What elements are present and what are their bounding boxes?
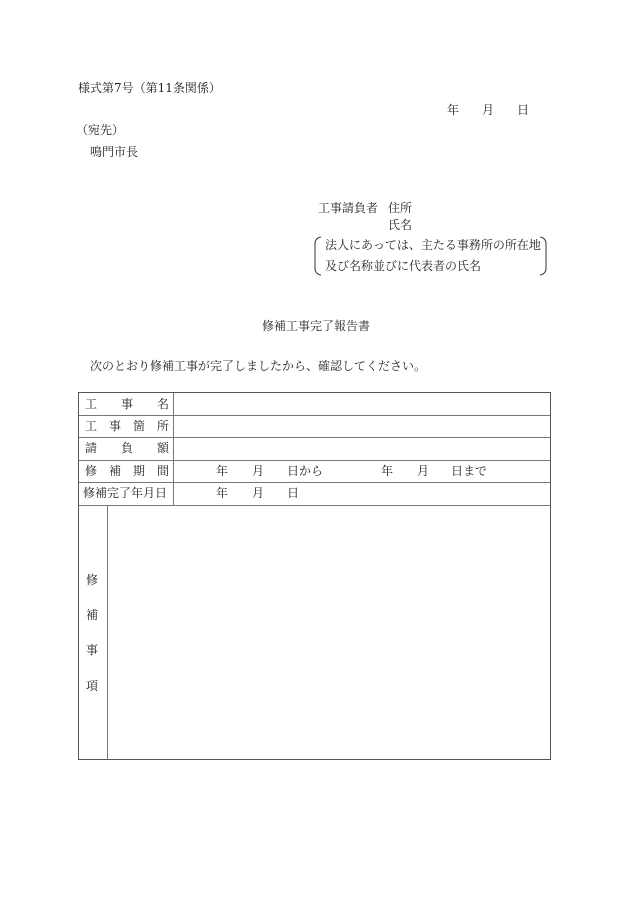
address-label: 住所	[388, 201, 413, 215]
name-label: 氏名	[388, 218, 413, 232]
completion-day: 日	[287, 486, 300, 500]
period-start-month: 月	[252, 464, 265, 478]
details-label-char: 修	[86, 573, 99, 587]
contractor-note-1: 法人にあっては、主たる事務所の所在地	[325, 238, 541, 252]
date-year: 年	[447, 103, 460, 117]
label-project-name: 工 事 名	[85, 397, 169, 411]
completion-month: 月	[252, 486, 265, 500]
label-completion-date: 修補完了年月日	[83, 486, 168, 500]
completion-year: 年	[216, 486, 229, 500]
date-day: 日	[517, 103, 530, 117]
period-start-day: 日から	[287, 464, 324, 478]
details-label-char: 事	[86, 643, 99, 657]
document-title: 修補工事完了報告書	[262, 319, 371, 333]
addressee: 鳴門市長	[90, 145, 139, 159]
contractor-note-2: 及び名称並びに代表者の氏名	[325, 259, 482, 273]
label-contract-amount: 請 負 額	[85, 441, 169, 455]
period-end-month: 月	[417, 464, 430, 478]
contractor-label: 工事請負者	[318, 201, 379, 215]
label-repair-period: 修 補 期 間	[85, 464, 169, 478]
period-start-year: 年	[216, 464, 229, 478]
intro-text: 次のとおり修補工事が完了しましたから、確認してください。	[90, 359, 427, 373]
period-end-day: 日まで	[451, 464, 488, 478]
form-number: 様式第7号（第11条関係）	[78, 81, 221, 95]
date-month: 月	[482, 103, 495, 117]
report-table	[78, 392, 551, 760]
details-label-char: 項	[86, 679, 99, 693]
label-project-location: 工 事 箇 所	[85, 419, 169, 433]
addressee-label: （宛先）	[76, 123, 125, 137]
details-label-char: 補	[86, 608, 99, 622]
period-end-year: 年	[381, 464, 394, 478]
